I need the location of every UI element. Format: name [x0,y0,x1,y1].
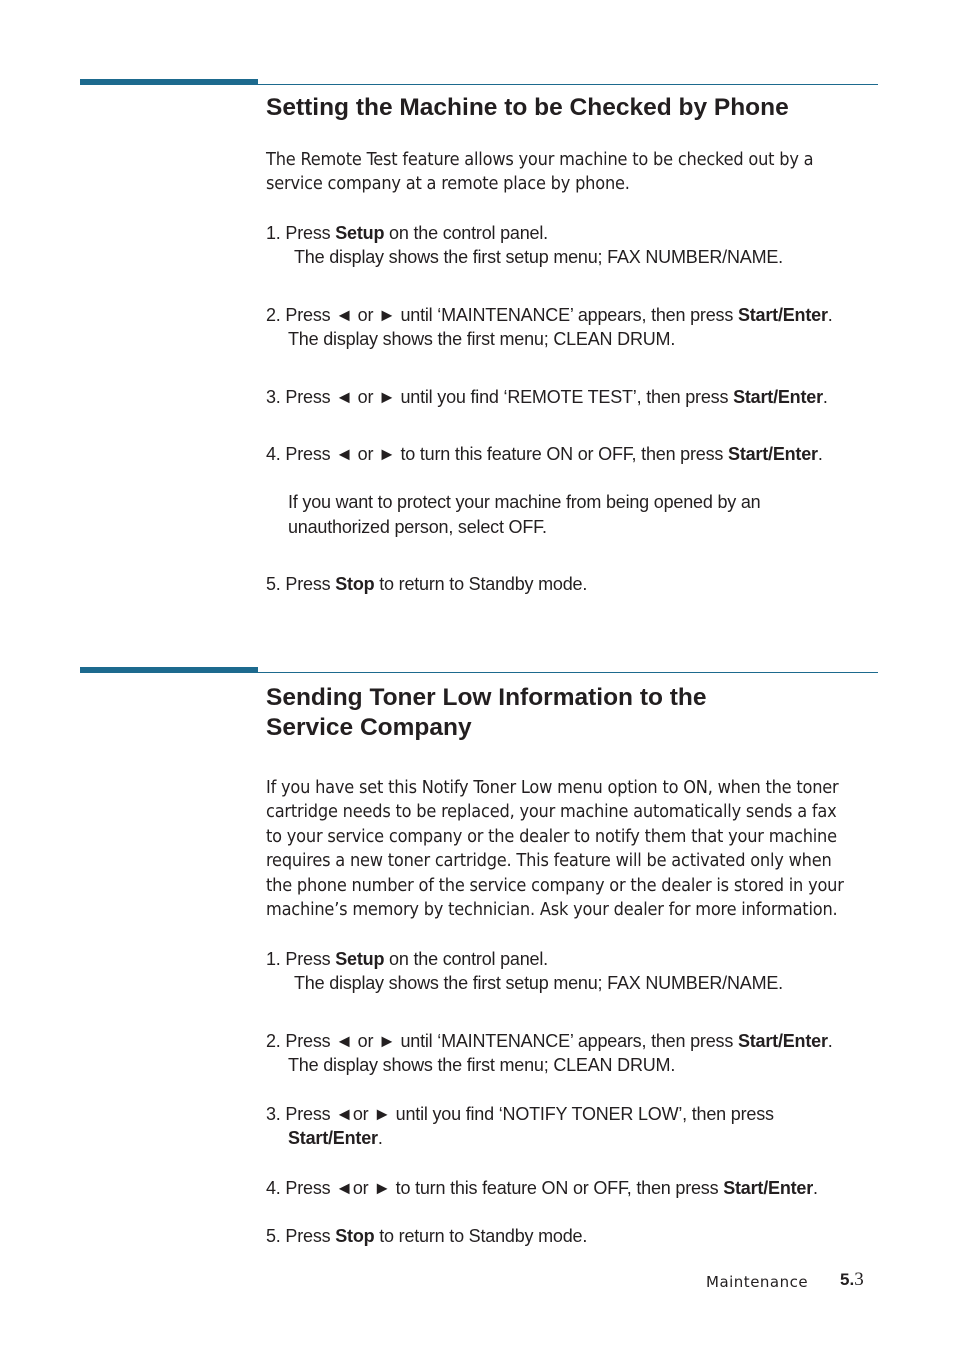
section-rule [80,667,878,673]
section-rule [80,79,878,85]
section-title: Sending Toner Low Information to the Service Company [266,684,707,741]
step-5: 5. Press Stop to return to Standby mode. [266,574,588,594]
section-title: Setting the Machine to be Checked by Phone [266,94,789,121]
step-1: 1. Press Setup on the control panel. The display shows the first setup menu; FAX NUMBER/NAME. [266,223,783,268]
rule-accent [80,667,258,673]
step-1: 1. Press Setup on the control panel. The display shows the first setup menu; FAX NUMBER/NAME. [266,949,783,994]
step-3: 3. Press ◄ or ► until you find ‘REMOTE TEST’, then press Start/Enter. [266,387,828,407]
step-3: 3. Press ◄or ► until you find ‘NOTIFY TONER LOW’, then press Start/Enter. [266,1104,774,1149]
step-5: 5. Press Stop to return to Standby mode. [266,1226,588,1246]
footer-section-label: Maintenance [706,1273,809,1291]
step-2: 2. Press ◄ or ► until ‘MAINTENANCE’ appears, then press Start/Enter. The display shows the first menu; CLEAN DRUM. [266,1031,833,1076]
section-intro: If you have set this Notify Toner Low menu option to ON, when the toner cartridge needs to be replaced, your machine automatically sends a fax to your service company or the dealer to notify them that your machine requires a new toner cartridge. This feature will be activated only when the phone number of the service company or the dealer is stored in your machine’s memory by technician. Ask your dealer for more information. [266,777,844,921]
step-4: 4. Press ◄or ► to turn this feature ON or OFF, then press Start/Enter. [266,1178,818,1198]
step-4: 4. Press ◄ or ► to turn this feature ON or OFF, then press Start/Enter. If you want to protect your machine from being opened by an unauthorized person, select OFF. [266,444,823,537]
page-number: 5.3 [840,1269,864,1290]
step-2: 2. Press ◄ or ► until ‘MAINTENANCE’ appears, then press Start/Enter. The display shows the first menu; CLEAN DRUM. [266,305,833,350]
section-intro: The Remote Test feature allows your machine to be checked out by a service company at a remote place by phone. [266,149,814,195]
rule-accent [80,79,258,85]
rule-line [258,84,878,85]
rule-line [258,672,878,673]
